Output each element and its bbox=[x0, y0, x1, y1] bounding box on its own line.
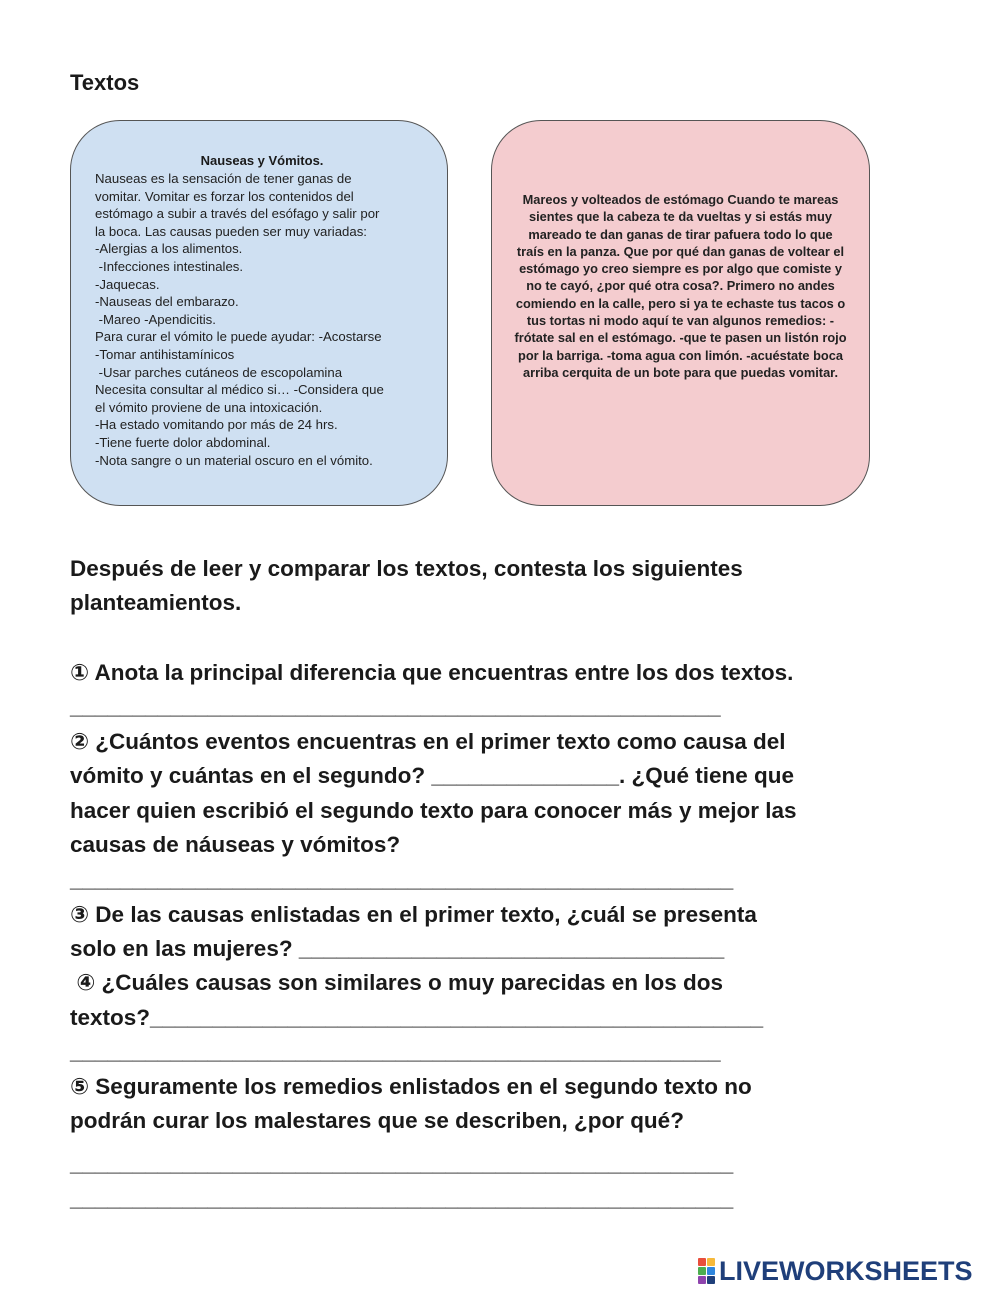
question-5-line: podrán curar los malestares que se describen, ¿por qué? bbox=[70, 1108, 684, 1133]
text-card-1-line: -Nauseas del embarazo. bbox=[95, 294, 239, 310]
page-heading: Textos bbox=[70, 70, 140, 95]
logo-block bbox=[698, 1276, 706, 1284]
text-card-1-line: -Nota sangre o un material oscuro en el vómito. bbox=[95, 452, 373, 468]
liveworksheets-logo-icon bbox=[698, 1258, 715, 1284]
text-card-1-line: vomitar. Vomitar es forzar los contenidos del bbox=[95, 188, 354, 204]
text-card-1 bbox=[70, 120, 448, 506]
text-card-2 bbox=[491, 120, 870, 506]
question-4-answer-line[interactable]: textos?_________________________________________________ bbox=[70, 1005, 764, 1030]
text-card-1-line: la boca. Las causas pueden ser muy variadas: bbox=[95, 223, 367, 239]
question-4-answer-line[interactable]: ____________________________________________________ bbox=[70, 1039, 721, 1064]
logo-block bbox=[698, 1258, 706, 1266]
text-card-1-line: Para curar el vómito le puede ayudar: -Acostarse bbox=[95, 329, 382, 345]
text-card-1-line: el vómito proviene de una intoxicación. bbox=[95, 399, 323, 415]
text-card-1-line: -Usar parches cutáneos de escopolamina bbox=[95, 364, 343, 380]
instructions-line: planteamientos. bbox=[70, 590, 242, 615]
logo-block bbox=[707, 1267, 715, 1275]
text-card-1-line: -Alergias a los alimentos. bbox=[95, 241, 243, 257]
text-card-2-body: Mareos y volteados de estómago Cuando te mareas sientes que la cabeza te da vueltas y si estás muy mareado te dan ganas de tirar pafuera todo lo que traís en la panza. Que por qué dan ganas de voltear el estómago yo creo siempre es por algo que comiste y no te cayó, ¿por qué otra cosa?. Primero no andes comiendo en la calle, pero si ya te echaste tus tacos o tus tortas ni modo aquí te van algunos remedios: -frótate sal en el estómago. -que te pasen un listón rojo por la barriga. -toma agua con limón. -acuéstate boca arriba cerquita de un bote para que puedas vomitar. bbox=[514, 192, 847, 380]
question-2-line: ② ¿Cuántos eventos encuentras en el primer texto como causa del bbox=[70, 729, 786, 754]
question-5-answer-line[interactable]: _____________________________________________________ bbox=[70, 1186, 734, 1211]
text-card-1-line: Nauseas es la sensación de tener ganas de bbox=[95, 171, 352, 186]
text-card-1-line: -Ha estado vomitando por más de 24 hrs. bbox=[95, 417, 338, 433]
question-2-answer-line[interactable]: _____________________________________________________ bbox=[70, 867, 734, 892]
text-card-1-line: -Tiene fuerte dolor abdominal. bbox=[95, 434, 271, 450]
text-card-1-title: Nauseas y Vómitos. bbox=[200, 153, 324, 168]
question-2-line: causas de náuseas y vómitos? bbox=[70, 832, 401, 857]
instructions-line: Después de leer y comparar los textos, contesta los siguientes bbox=[70, 556, 743, 581]
text-card-1-line: -Tomar antihistamínicos bbox=[95, 346, 235, 362]
question-5-answer-line[interactable]: _____________________________________________________ bbox=[70, 1151, 734, 1176]
question-2-line: hacer quien escribió el segundo texto para conocer más y mejor las bbox=[70, 798, 797, 823]
logo-block bbox=[698, 1267, 706, 1275]
liveworksheets-logo[interactable] bbox=[698, 1256, 973, 1286]
text-card-1-line: estómago a subir a través del esófago y salir por bbox=[95, 206, 380, 222]
question-4-line: ④ ¿Cuáles causas son similares o muy parecidas en los dos bbox=[70, 970, 724, 995]
text-card-1-line: -Infecciones intestinales. bbox=[95, 258, 244, 274]
text-card-1-line: -Mareo -Apendicitis. bbox=[95, 311, 216, 327]
logo-block bbox=[707, 1276, 715, 1284]
question-1-line: ① Anota la principal diferencia que encuentras entre los dos textos. bbox=[70, 660, 794, 685]
liveworksheets-logo-text: LIVEWORKSHEETS bbox=[719, 1255, 973, 1286]
question-3-line: ③ De las causas enlistadas en el primer texto, ¿cuál se presenta bbox=[70, 902, 757, 927]
text-card-1-line: Necesita consultar al médico si… -Considera que bbox=[95, 382, 384, 398]
question-3-answer-line[interactable]: solo en las mujeres? __________________________________ bbox=[70, 936, 725, 961]
question-5-line: ⑤ Seguramente los remedios enlistados en el segundo texto no bbox=[70, 1074, 752, 1099]
logo-block bbox=[707, 1258, 715, 1266]
text-card-1-line: -Jaquecas. bbox=[95, 276, 160, 292]
question-1-answer-line[interactable]: ____________________________________________________ bbox=[70, 694, 721, 719]
question-2-line[interactable]: vómito y cuántas en el segundo? _______________. ¿Qué tiene que bbox=[70, 763, 795, 788]
